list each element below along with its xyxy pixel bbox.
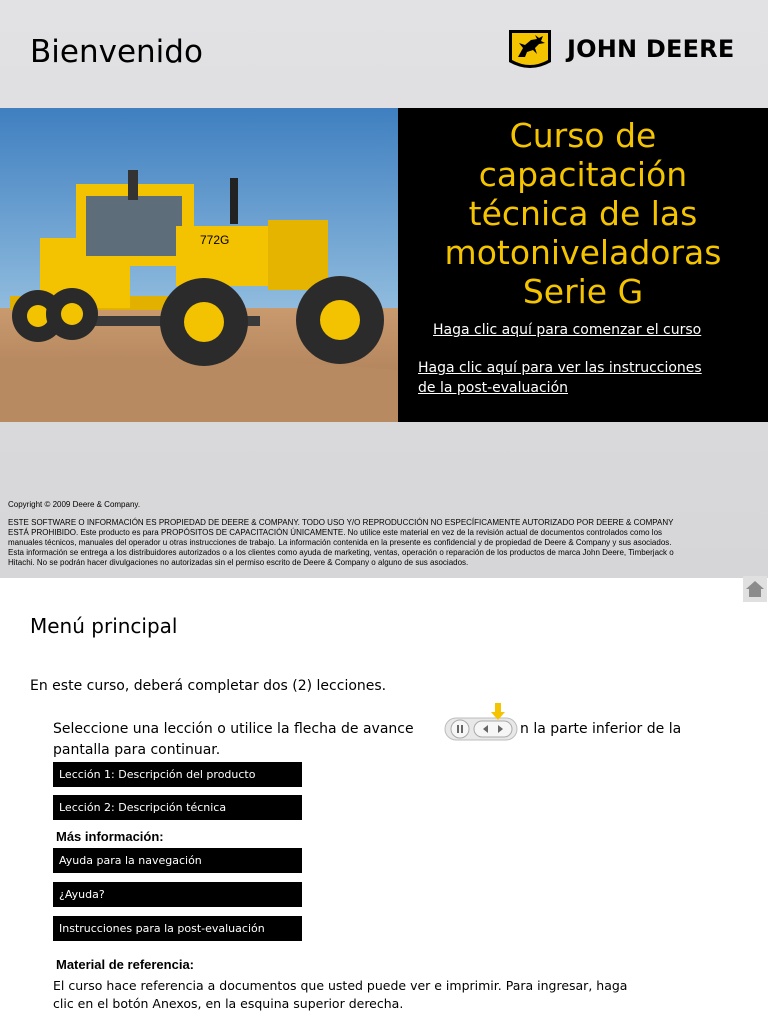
post-evaluation-button[interactable]: Instrucciones para la post-evaluación [53,916,302,941]
instruction-text: Seleccione una lección o utilice la flecha de avance [53,721,414,737]
navigation-help-button[interactable]: Ayuda para la navegación [53,848,302,873]
legal-line: Hitachi. No se podrán hacer divulgaciones no autorizadas sin el permiso escrito de Deere & Company o alguno de sus asociados. [8,558,469,567]
legal-line: ESTÁ PROHIBIDO. Este producto es para PROPÓSITOS DE CAPACITACIÓN ÚNICAMENTE. No utilice este material en vez de la revisión actual de documentos controlados como los [8,528,663,537]
link-line: Haga clic aquí para ver las instrucciones [418,360,702,376]
reference-line: El curso hace referencia a documentos que usted puede ver e imprimir. Para ingresar, haga [53,978,628,993]
pause-icon [451,720,469,738]
lesson-2-button[interactable]: Lección 2: Descripción técnica [53,795,302,820]
deer-logo-icon [505,26,555,72]
motor-grader-photo [0,108,398,422]
john-deere-logo [505,26,755,72]
intro-text: En este curso, deberá completar dos (2) lecciones. [30,678,387,694]
brand-name: JOHN DEERE [567,35,735,63]
legal-disclaimer [8,518,762,568]
down-arrow-icon [491,703,505,720]
post-evaluation-instructions-link[interactable] [418,358,738,398]
instruction-text: pantalla para continuar. [53,742,221,758]
reference-line: clic en el botón Anexos, en la esquina superior derecha. [53,996,404,1011]
reference-text [53,977,653,1013]
course-title-line: Curso de [509,116,657,155]
navigation-controls-image [444,702,520,742]
copyright-notice: Copyright © 2009 Deere & Company. [8,500,141,509]
menu-title: Menú principal [30,614,178,638]
prev-next-icon [474,721,512,737]
home-icon [743,576,767,602]
course-title [398,116,768,311]
legal-line: Esta información se entrega a los distribuidores autorizados o a los clientes como ayuda de marketing, ventas, operación o reparación de los productos de marca John Deere, Timberjack o [8,548,674,557]
home-button[interactable] [743,576,767,602]
start-course-link[interactable]: Haga clic aquí para comenzar el curso [433,322,702,338]
page-title: Bienvenido [30,34,203,70]
legal-line: manuales técnicos, manuales del operador u otras instrucciones de trabajo. La información contenida en la presente es confidencial y de propiedad de Deere & Company y sus asociados. [8,538,672,547]
help-button[interactable]: ¿Ayuda? [53,882,302,907]
reference-heading: Material de referencia: [56,957,195,972]
instruction-text: n la parte inferior de la [520,721,682,737]
course-title-line: Serie G [522,272,644,311]
lesson-1-button[interactable]: Lección 1: Descripción del producto [53,762,302,787]
more-info-heading: Más información: [56,829,164,844]
course-title-line: capacitación [478,155,688,194]
link-line: de la post-evaluación [418,380,569,396]
model-number: 772G [200,233,230,247]
course-title-panel [398,108,768,422]
legal-line: ESTE SOFTWARE O INFORMACIÓN ES PROPIEDAD DE DEERE & COMPANY. TODO USO Y/O REPRODUCCIÓN NO ESPECÍFICAMENTE AUTORIZADO POR DEERE & COMPANY [8,518,674,527]
course-title-line: técnica de las [468,194,698,233]
course-title-line: motoniveladoras [444,233,722,272]
